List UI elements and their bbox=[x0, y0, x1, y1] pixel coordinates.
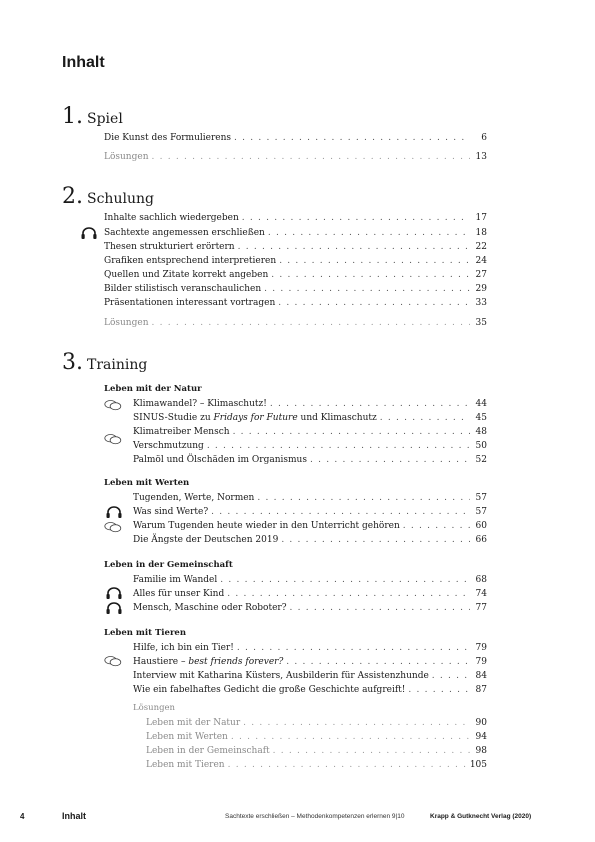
toc-entry-solutions[interactable] bbox=[104, 317, 487, 329]
group-heading: Leben in der Gemeinschaft bbox=[104, 560, 233, 570]
leader-dots bbox=[231, 731, 470, 743]
page-title: Inhalt bbox=[62, 54, 105, 71]
headphones-icon bbox=[80, 226, 98, 240]
chapter-number: 2. bbox=[62, 184, 83, 209]
toc-entry-label: Bilder stilistisch veranschaulichen bbox=[104, 284, 262, 294]
leader-dots bbox=[380, 412, 470, 424]
toc-entry-label: Was sind Werte? bbox=[133, 507, 209, 517]
leader-dots bbox=[152, 317, 471, 329]
speech-bubble-icon bbox=[104, 398, 122, 412]
leader-dots bbox=[278, 297, 470, 309]
chapter-heading-spiel bbox=[62, 104, 123, 129]
toc-entry-label bbox=[133, 412, 377, 424]
toc-entry[interactable] bbox=[133, 642, 487, 654]
toc-entry-solutions[interactable] bbox=[146, 717, 487, 729]
toc-entry-page: 17 bbox=[475, 213, 487, 223]
toc-entry-page: 84 bbox=[475, 671, 487, 681]
toc-entry[interactable] bbox=[104, 269, 487, 281]
toc-entry[interactable] bbox=[104, 227, 487, 239]
toc-entry[interactable] bbox=[104, 255, 487, 267]
leader-dots bbox=[286, 656, 470, 668]
leader-dots bbox=[268, 227, 470, 239]
toc-entry-label: Inhalte sachlich wiedergeben bbox=[104, 213, 239, 223]
leader-dots bbox=[211, 506, 470, 518]
toc-entry-label: Klimatreiber Mensch bbox=[133, 427, 230, 437]
headphones-icon bbox=[105, 601, 123, 615]
leader-dots bbox=[233, 426, 470, 438]
toc-entry-label: Lösungen bbox=[104, 152, 149, 162]
toc-entry-label: Die Kunst des Formulierens bbox=[104, 133, 231, 143]
toc-entry[interactable] bbox=[104, 283, 487, 295]
leader-dots bbox=[207, 440, 470, 452]
toc-entry[interactable] bbox=[133, 534, 487, 546]
toc-entry-label: Hilfe, ich bin ein Tier! bbox=[133, 643, 234, 653]
toc-entry[interactable] bbox=[133, 574, 487, 586]
toc-entry-page: 57 bbox=[475, 507, 487, 517]
toc-entry-label: Mensch, Maschine oder Roboter? bbox=[133, 603, 287, 613]
leader-dots bbox=[227, 588, 470, 600]
chapter-number: 1. bbox=[62, 104, 83, 129]
toc-entry-page: 79 bbox=[475, 643, 487, 653]
footer-series: Sachtexte erschließen – Methodenkompetenzen erlernen 9|10 bbox=[225, 813, 405, 820]
leader-dots bbox=[408, 684, 470, 696]
toc-entry[interactable] bbox=[133, 506, 487, 518]
chapter-number: 3. bbox=[62, 350, 83, 375]
toc-entry-solutions[interactable] bbox=[146, 745, 487, 757]
toc-entry-page: 22 bbox=[475, 242, 487, 252]
label-part: SINUS-Studie zu bbox=[133, 413, 214, 423]
speech-bubble-icon bbox=[104, 654, 122, 668]
leader-dots bbox=[228, 759, 467, 771]
toc-entry-label: Tugenden, Werte, Normen bbox=[133, 493, 255, 503]
toc-entry-page: 18 bbox=[475, 228, 487, 238]
toc-entry[interactable] bbox=[133, 684, 487, 696]
toc-entry-page: 105 bbox=[469, 760, 487, 770]
chapter-name: Spiel bbox=[87, 111, 123, 127]
leader-dots bbox=[273, 745, 470, 757]
chapter-name: Schulung bbox=[87, 191, 154, 207]
toc-entry-label: Thesen strukturiert erörtern bbox=[104, 242, 235, 252]
toc-entry[interactable] bbox=[133, 454, 487, 466]
toc-entry[interactable] bbox=[104, 297, 487, 309]
toc-entry-page: 68 bbox=[475, 575, 487, 585]
leader-dots bbox=[271, 269, 470, 281]
leader-dots bbox=[237, 642, 470, 654]
chapter-heading-schulung bbox=[62, 184, 154, 209]
toc-entry-label: Klimawandel? – Klimaschutz! bbox=[133, 399, 267, 409]
speech-bubble-icon bbox=[104, 520, 122, 534]
toc-entry-label: Sachtexte angemessen erschließen bbox=[104, 228, 265, 238]
toc-entry[interactable] bbox=[133, 412, 487, 424]
solutions-heading: Lösungen bbox=[133, 703, 176, 713]
page-number: 4 bbox=[20, 812, 25, 821]
label-emphasis: best friends forever? bbox=[188, 657, 284, 667]
leader-dots bbox=[152, 151, 471, 163]
toc-entry-page: 29 bbox=[475, 284, 487, 294]
toc-entry-page: 60 bbox=[475, 521, 487, 531]
chapter-name: Training bbox=[87, 357, 148, 373]
speech-bubble-icon bbox=[104, 432, 122, 446]
group-heading: Leben mit der Natur bbox=[104, 384, 202, 394]
toc-entry-label bbox=[133, 656, 283, 668]
toc-entry-page: 52 bbox=[475, 455, 487, 465]
toc-entry-label: Leben mit Tieren bbox=[146, 760, 225, 770]
leader-dots bbox=[238, 241, 470, 253]
toc-entry-label: Alles für unser Kind bbox=[133, 589, 225, 599]
toc-entry[interactable] bbox=[133, 588, 487, 600]
leader-dots bbox=[257, 492, 470, 504]
toc-entry-page: 33 bbox=[475, 298, 487, 308]
toc-entry-page: 6 bbox=[481, 133, 487, 143]
leader-dots bbox=[220, 574, 470, 586]
toc-entry-page: 94 bbox=[475, 732, 487, 742]
toc-entry[interactable] bbox=[133, 398, 487, 410]
toc-entry-label: Leben mit der Natur bbox=[146, 718, 241, 728]
toc-entry[interactable] bbox=[104, 132, 487, 144]
toc-entry-page: 79 bbox=[475, 657, 487, 667]
toc-entry-label: Palmöl und Ölschäden im Organismus bbox=[133, 455, 307, 465]
leader-dots bbox=[432, 670, 470, 682]
leader-dots bbox=[243, 717, 470, 729]
leader-dots bbox=[242, 212, 470, 224]
toc-entry-label: Leben in der Gemeinschaft bbox=[146, 746, 270, 756]
leader-dots bbox=[403, 520, 470, 532]
leader-dots bbox=[270, 398, 470, 410]
footer-publisher: Krapp & Gutknecht Verlag (2020) bbox=[430, 813, 532, 820]
toc-entry[interactable] bbox=[133, 656, 487, 668]
toc-entry-page: 45 bbox=[475, 413, 487, 423]
toc-entry-label: Wie ein fabelhaftes Gedicht die große Geschichte aufgreift! bbox=[133, 685, 406, 695]
toc-entry-page: 27 bbox=[475, 270, 487, 280]
toc-entry-label: Grafiken entsprechend interpretieren bbox=[104, 256, 277, 266]
headphones-icon bbox=[105, 586, 123, 600]
toc-entry[interactable] bbox=[133, 602, 487, 614]
toc-entry-label: Warum Tugenden heute wieder in den Unterricht gehören bbox=[133, 521, 400, 531]
toc-entry[interactable] bbox=[133, 426, 487, 438]
toc-entry-page: 44 bbox=[475, 399, 487, 409]
label-emphasis: Fridays for Future bbox=[213, 413, 298, 423]
toc-entry-solutions[interactable] bbox=[104, 151, 487, 163]
toc-entry-label: Verschmutzung bbox=[133, 441, 204, 451]
toc-entry-page: 24 bbox=[475, 256, 487, 266]
toc-entry[interactable] bbox=[104, 241, 487, 253]
toc-entry-label: Die Ängste der Deutschen 2019 bbox=[133, 535, 279, 545]
toc-entry-label: Lösungen bbox=[104, 318, 149, 328]
toc-entry-page: 98 bbox=[475, 746, 487, 756]
toc-entry-page: 13 bbox=[475, 152, 487, 162]
leader-dots bbox=[290, 602, 470, 614]
toc-entry[interactable] bbox=[133, 520, 487, 532]
label-part: und Klimaschutz bbox=[297, 413, 377, 423]
toc-entry-page: 48 bbox=[475, 427, 487, 437]
toc-entry-page: 57 bbox=[475, 493, 487, 503]
toc-entry-page: 74 bbox=[475, 589, 487, 599]
toc-entry-page: 90 bbox=[475, 718, 487, 728]
toc-entry-label: Interview mit Katharina Küsters, Ausbilderin für Assistenzhunde bbox=[133, 671, 429, 681]
toc-entry-label: Familie im Wandel bbox=[133, 575, 218, 585]
footer-section: Inhalt bbox=[62, 811, 86, 821]
toc-entry-solutions[interactable] bbox=[146, 731, 487, 743]
toc-entry-page: 50 bbox=[475, 441, 487, 451]
leader-dots bbox=[310, 454, 470, 466]
label-part: Haustiere – bbox=[133, 657, 189, 667]
toc-entry-solutions[interactable] bbox=[146, 759, 487, 771]
toc-entry[interactable] bbox=[133, 440, 487, 452]
toc-entry[interactable] bbox=[133, 670, 487, 682]
headphones-icon bbox=[105, 505, 123, 519]
toc-entry[interactable] bbox=[133, 492, 487, 504]
toc-entry-page: 66 bbox=[475, 535, 487, 545]
leader-dots bbox=[234, 132, 470, 144]
toc-entry-label: Präsentationen interessant vortragen bbox=[104, 298, 276, 308]
leader-dots bbox=[264, 283, 470, 295]
toc-entry-page: 87 bbox=[475, 685, 487, 695]
group-heading: Leben mit Werten bbox=[104, 478, 190, 488]
leader-dots bbox=[279, 255, 470, 267]
toc-entry-label: Leben mit Werten bbox=[146, 732, 228, 742]
chapter-heading-training bbox=[62, 350, 147, 375]
toc-entry-page: 77 bbox=[475, 603, 487, 613]
toc-entry-page: 35 bbox=[475, 318, 487, 328]
leader-dots bbox=[281, 534, 470, 546]
toc-entry[interactable] bbox=[104, 212, 487, 224]
toc-entry-label: Quellen und Zitate korrekt angeben bbox=[104, 270, 269, 280]
group-heading: Leben mit Tieren bbox=[104, 628, 187, 638]
